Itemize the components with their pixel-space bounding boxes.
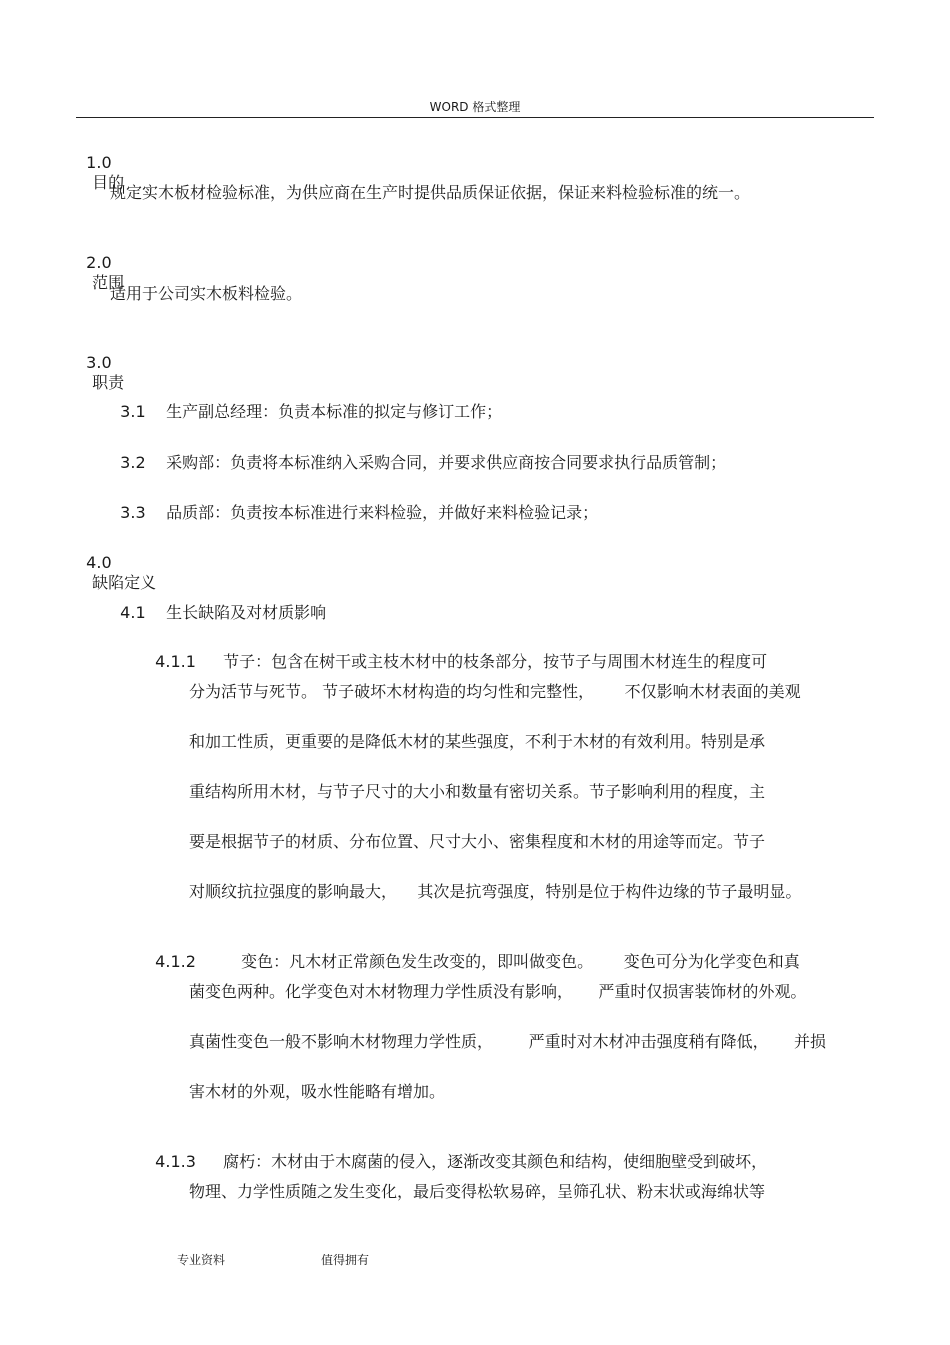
paragraph-line: 变色：凡木材正常颜色发生改变的，即叫做变色。 变色可分为化学变色和真 [241,952,800,971]
paragraph-line: 菌变色两种。化学变色对木材物理力学性质没有影响， 严重时仅损害装饰材的外观。 [189,982,807,1001]
item-3-1 [110,382,502,422]
paragraph-number: 4.1.1 [155,652,196,671]
paragraph-line: 害木材的外观，吸水性能略有增加。 [189,1082,446,1101]
item-3-2 [110,433,726,473]
subsection-4-1 [110,583,326,623]
paragraph-line: 真菌性变色一般不影响木材物理力学性质， 严重时对木材冲击强度稍有降低， 并损 [189,1032,827,1051]
paragraph-4-1-2-first-line [145,932,800,972]
item-text: 品质部：负责按本标准进行来料检验，并做好来料检验记录； [166,503,599,522]
paragraph-line: 节子：包含在树干或主枝木材中的枝条部分，按节子与周围木材连生的程度可 [223,652,768,671]
section-number: 3.0 [86,353,112,372]
paragraph-line: 物理、力学性质随之发生变化，最后变得松软易碎，呈筛孔状、粉末状或海绵状等 [189,1182,766,1201]
item-text: 采购部：负责将本标准纳入采购合同，并要求供应商按合同要求执行品质管制； [166,453,727,472]
item-number: 3.1 [120,402,146,421]
paragraph-4-1-3-first-line [145,1132,767,1172]
subsection-title: 生长缺陷及对材质影响 [166,603,327,622]
subsection-number: 4.1 [120,603,146,622]
section-1-body: 规定实木板材检验标准，为供应商在生产时提供品质保证依据，保证来料检验标准的统一。 [110,183,751,202]
footer-right: 值得拥有 [321,1253,370,1267]
section-title: 目的 [92,173,125,192]
section-title: 范围 [92,273,125,292]
paragraph-number: 4.1.2 [155,952,196,971]
paragraph-line: 腐朽：木材由于木腐菌的侵入，逐渐改变其颜色和结构，使细胞壁受到破坏， [223,1152,768,1171]
section-2-body: 适用于公司实木板料检验。 [110,284,303,303]
paragraph-4-1-1-first-line [145,632,767,672]
item-number: 3.3 [120,503,146,522]
paragraph-line: 重结构所用木材，与节子尺寸的大小和数量有密切关系。节子影响利用的程度，主 [189,782,766,801]
paragraph-line: 和加工性质，更重要的是降低木材的某些强度，不利于木材的有效利用。特别是承 [189,732,766,751]
header-rule [76,117,874,118]
item-number: 3.2 [120,453,146,472]
item-text: 生产副总经理：负责本标准的拟定与修订工作； [166,402,503,421]
page-header: WORD 格式整理 [429,100,521,114]
section-number: 2.0 [86,253,112,272]
paragraph-line: 对顺纹抗拉强度的影响最大， 其次是抗弯强度，特别是位于构件边缘的节子最明显。 [189,882,802,901]
section-title: 缺陷定义 [92,573,157,592]
section-number: 4.0 [86,553,112,572]
section-title: 职责 [92,373,125,392]
paragraph-line: 要是根据节子的材质、分布位置、尺寸大小、密集程度和木材的用途等而定。节子 [189,832,766,851]
section-number: 1.0 [86,153,112,172]
footer-left: 专业资料 [177,1253,226,1267]
paragraph-number: 4.1.3 [155,1152,196,1171]
item-3-3 [110,483,598,523]
paragraph-line: 分为活节与死节。 节子破坏木材构造的均匀性和完整性， 不仅影响木材表面的美观 [189,682,801,701]
